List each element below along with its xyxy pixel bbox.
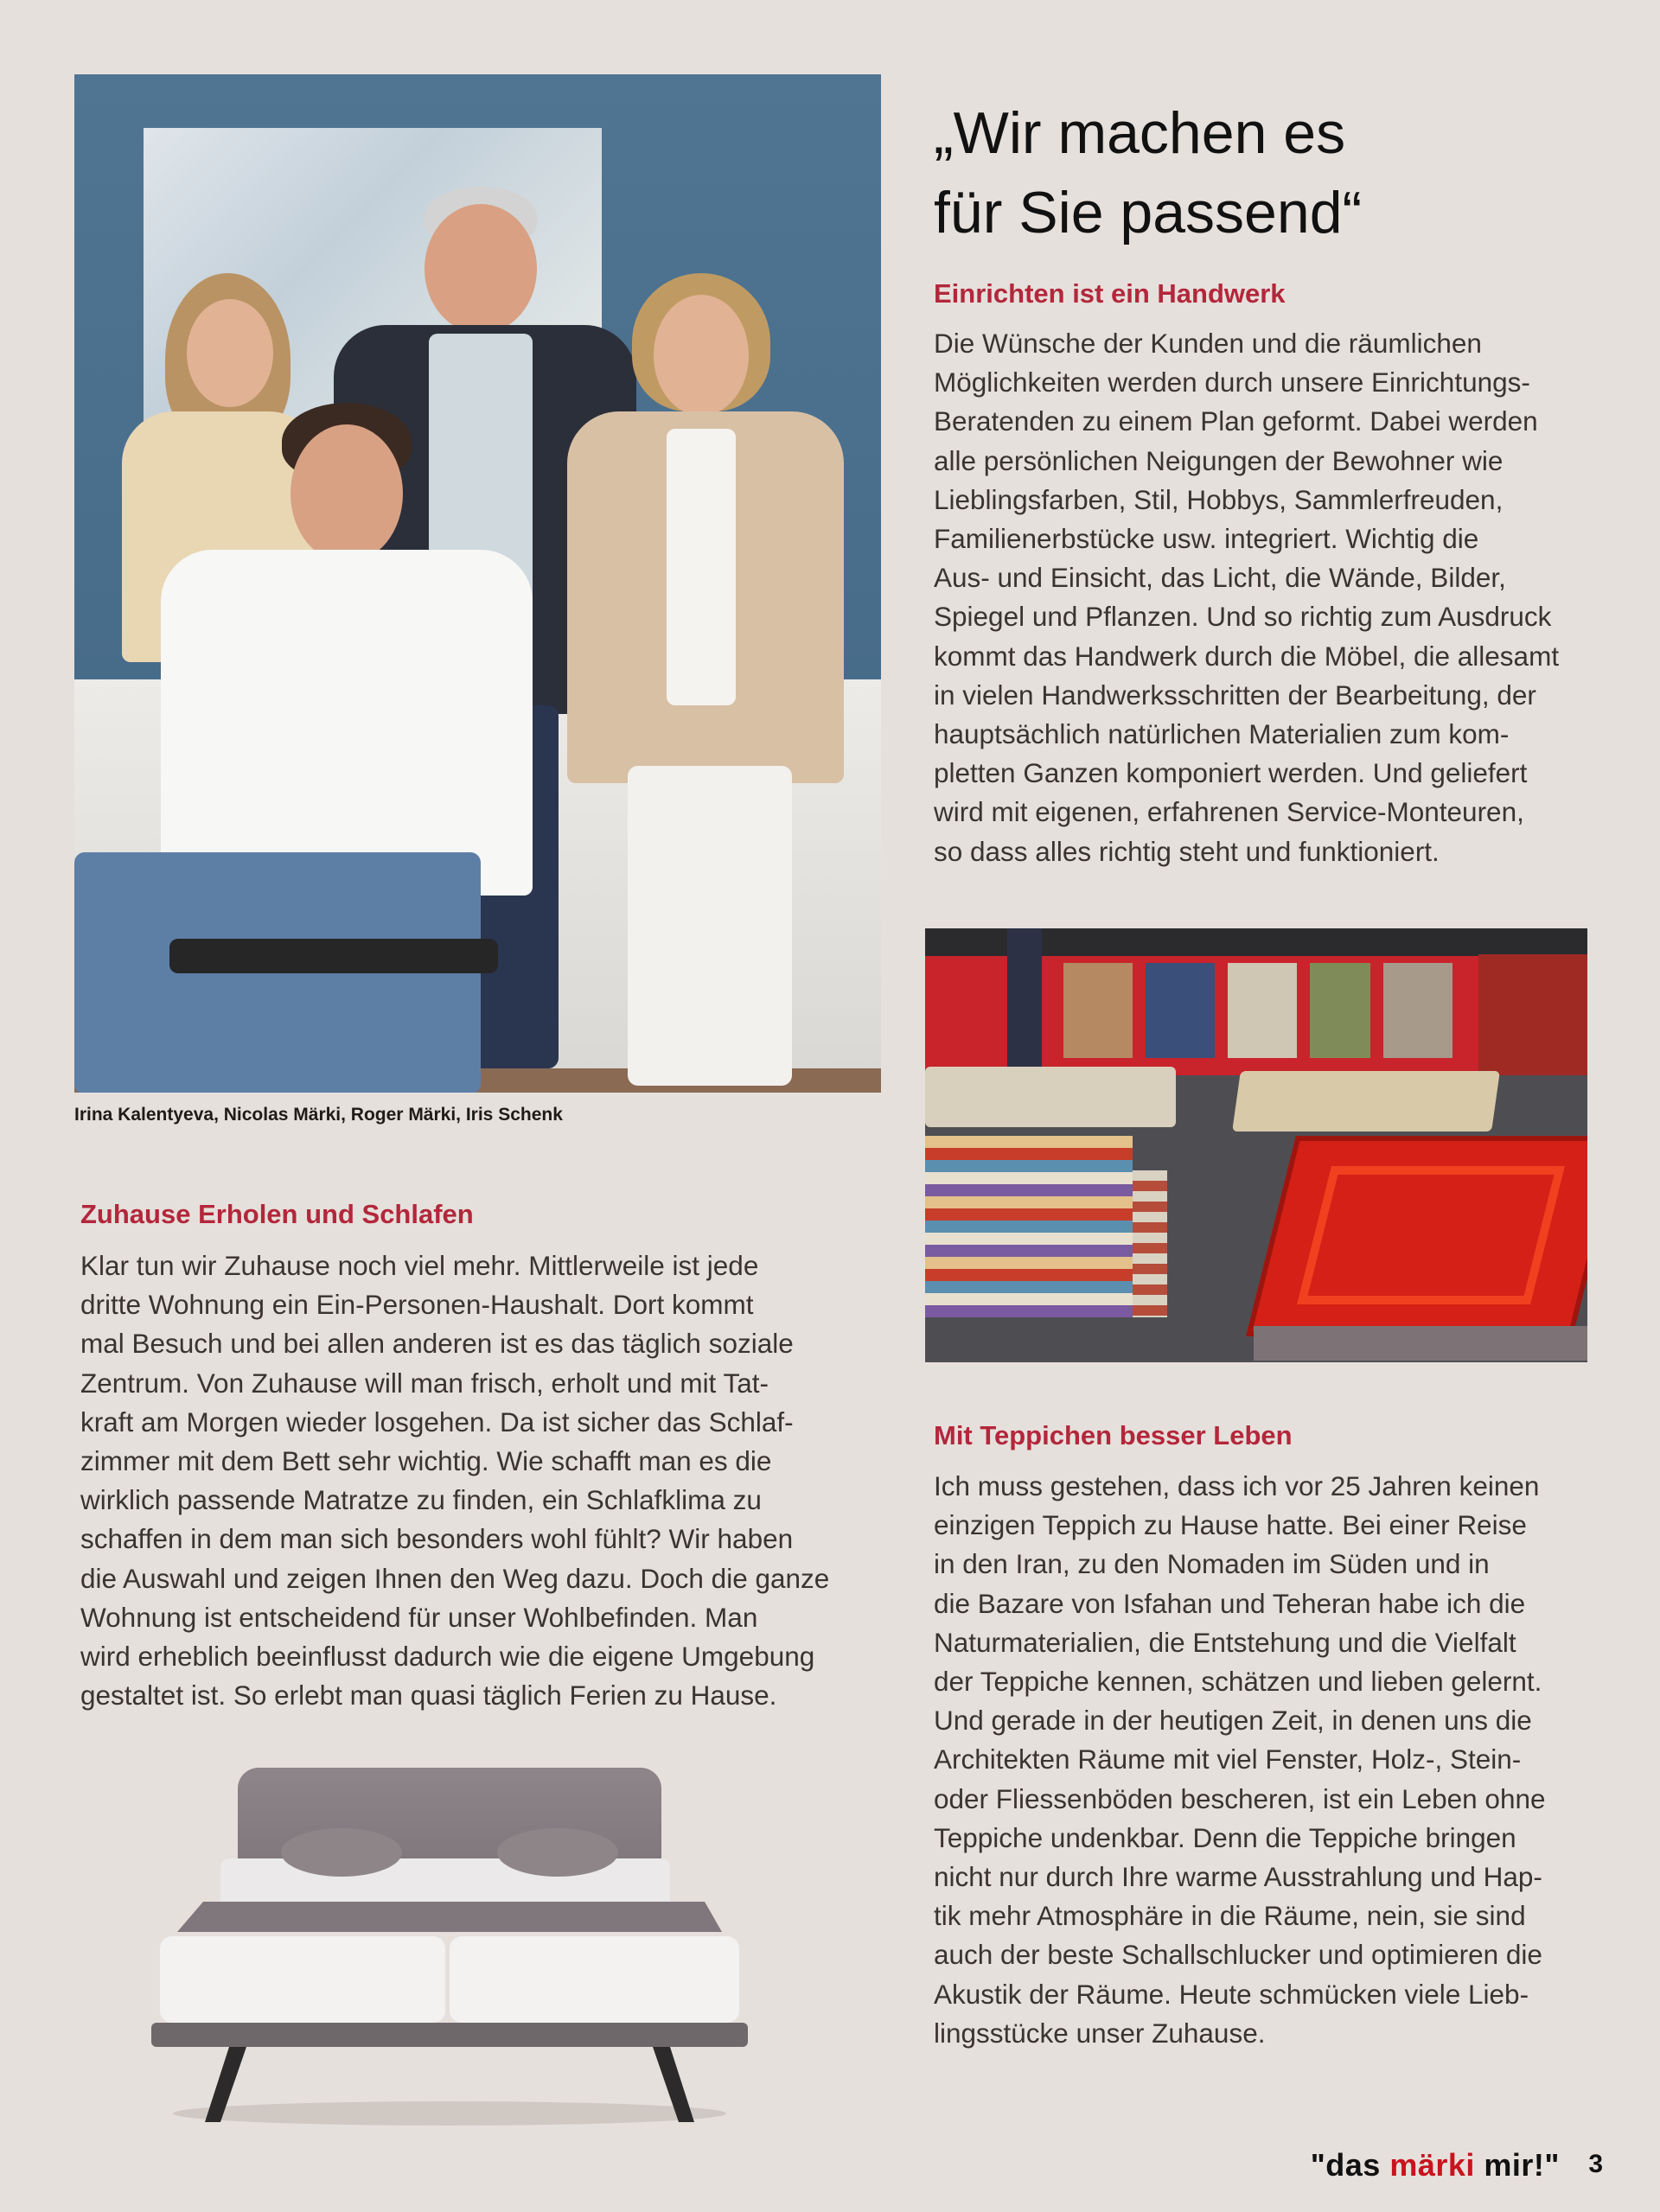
page-number: 3 (1588, 2150, 1603, 2178)
text-line: Familienerbstücke usw. integriert. Wichtig die (934, 523, 1479, 555)
section-body-handwerk (934, 324, 1591, 871)
text-line: Aus- und Einsicht, das Licht, die Wände, Bilder, (934, 562, 1506, 594)
text-line: mal Besuch und bei allen anderen ist es das täglich soziale (80, 1328, 794, 1360)
brand-slogan (1311, 2147, 1560, 2183)
text-line: wird mit eigenen, erfahrenen Service-Monteuren, (934, 796, 1524, 828)
text-line: schaffen in dem man sich besonders wohl fühlt? Wir haben (80, 1523, 794, 1555)
text-line: Spiegel und Pflanzen. Und so richtig zum Ausdruck (934, 601, 1552, 633)
title-line-2: für Sie passend“ (934, 180, 1363, 245)
person-nicolas (74, 403, 559, 1093)
text-line: Lieblingsfarben, Stil, Hobbys, Sammlerfreuden, (934, 483, 1504, 515)
text-line: Akustik der Räume. Heute schmücken viele Lieb- (934, 1978, 1529, 2010)
text-line: dritte Wohnung ein Ein-Personen-Haushalt. Dort kommt (80, 1289, 754, 1321)
team-photo (74, 74, 881, 1093)
text-line: einzigen Teppich zu Hause hatte. Bei einer Reise (934, 1509, 1527, 1541)
text-line: der Teppiche kennen, schätzen und lieben gelernt. (934, 1666, 1542, 1698)
slogan-end: mir!" (1474, 2147, 1560, 2183)
section-body-teppich (934, 1467, 1608, 2053)
text-line: hauptsächlich natürlichen Materialien zum kom- (934, 718, 1510, 750)
photo-caption: Irina Kalentyeva, Nicolas Märki, Roger Märki, Iris Schenk (74, 1105, 563, 1125)
text-line: Ich muss gestehen, dass ich vor 25 Jahren keinen (934, 1470, 1540, 1501)
text-line: Die Wünsche der Kunden und die räumlichen (934, 328, 1482, 359)
text-line: kommt das Handwerk durch die Möbel, die allesamt (934, 640, 1560, 672)
text-line: kraft am Morgen wieder losgehen. Da ist sicher das Schlaf- (80, 1406, 794, 1437)
text-line: die Auswahl und zeigen Ihnen den Weg dazu. Doch die ganze (80, 1562, 830, 1594)
text-line: oder Fliessenböden bescheren, ist ein Leben ohne (934, 1782, 1546, 1814)
text-line: Beratenden zu einem Plan geformt. Dabei werden (934, 405, 1538, 437)
text-line: Teppiche undenkbar. Denn die Teppiche bringen (934, 1821, 1516, 1853)
text-line: nicht nur durch Ihre warme Ausstrahlung und Hap- (934, 1861, 1542, 1893)
section-heading-handwerk: Einrichten ist ein Handwerk (934, 278, 1286, 309)
text-line: Klar tun wir Zuhause noch viel mehr. Mittlerweile ist jede (80, 1250, 759, 1281)
section-body-zuhause (80, 1246, 859, 1715)
text-line: gestaltet ist. So erlebt man quasi täglich Ferien zu Hause. (80, 1680, 777, 1712)
slogan-start: "das (1310, 2147, 1390, 2183)
text-line: tik mehr Atmosphäre in die Räume, nein, sie sind (934, 1900, 1526, 1932)
text-line: pletten Ganzen komponiert werden. Und geliefert (934, 757, 1528, 789)
text-line: in vielen Handwerksschritten der Bearbeitung, der (934, 679, 1536, 711)
section-heading-teppich: Mit Teppichen besser Leben (934, 1420, 1293, 1450)
text-line: Zentrum. Von Zuhause will man frisch, erholt und mit Tat- (80, 1367, 769, 1399)
text-line: so dass alles richtig steht und funktioniert. (934, 835, 1440, 867)
text-line: die Bazare von Isfahan und Teheran habe ich die (934, 1587, 1526, 1619)
text-line: Und gerade in der heutigen Zeit, in denen uns die (934, 1705, 1532, 1737)
section-heading-zuhause: Zuhause Erholen und Schlafen (80, 1199, 474, 1229)
title-line-1: „Wir machen es (934, 100, 1346, 166)
text-line: alle persönlichen Neigungen der Bewohner wie (934, 444, 1504, 476)
text-line: Naturmaterialien, die Entstehung und die Vielfalt (934, 1626, 1516, 1658)
carpet-showroom-photo (925, 928, 1587, 1362)
text-line: lingsstücke unser Zuhause. (934, 2017, 1266, 2049)
text-line: zimmer mit dem Bett sehr wichtig. Wie schafft man es die (80, 1445, 772, 1477)
text-line: Architekten Räume mit viel Fenster, Holz-, Stein- (934, 1743, 1522, 1775)
text-line: in den Iran, zu den Nomaden im Süden und in (934, 1548, 1490, 1580)
text-line: wird erheblich beeinflusst dadurch wie die eigene Umgebung (80, 1641, 815, 1673)
text-line: Möglichkeiten werden durch unsere Einrichtungs- (934, 367, 1530, 398)
text-line: wirklich passende Matratze zu finden, ein Schlafklima zu (80, 1484, 762, 1516)
text-line: Wohnung ist entscheidend für unser Wohlbefinden. Man (80, 1601, 758, 1633)
text-line: auch der beste Schallschlucker und optimieren die (934, 1939, 1542, 1971)
bed-image (151, 1768, 748, 2131)
person-iris (559, 273, 844, 1086)
page-title (934, 93, 1608, 252)
slogan-brand: märki (1389, 2147, 1475, 2183)
